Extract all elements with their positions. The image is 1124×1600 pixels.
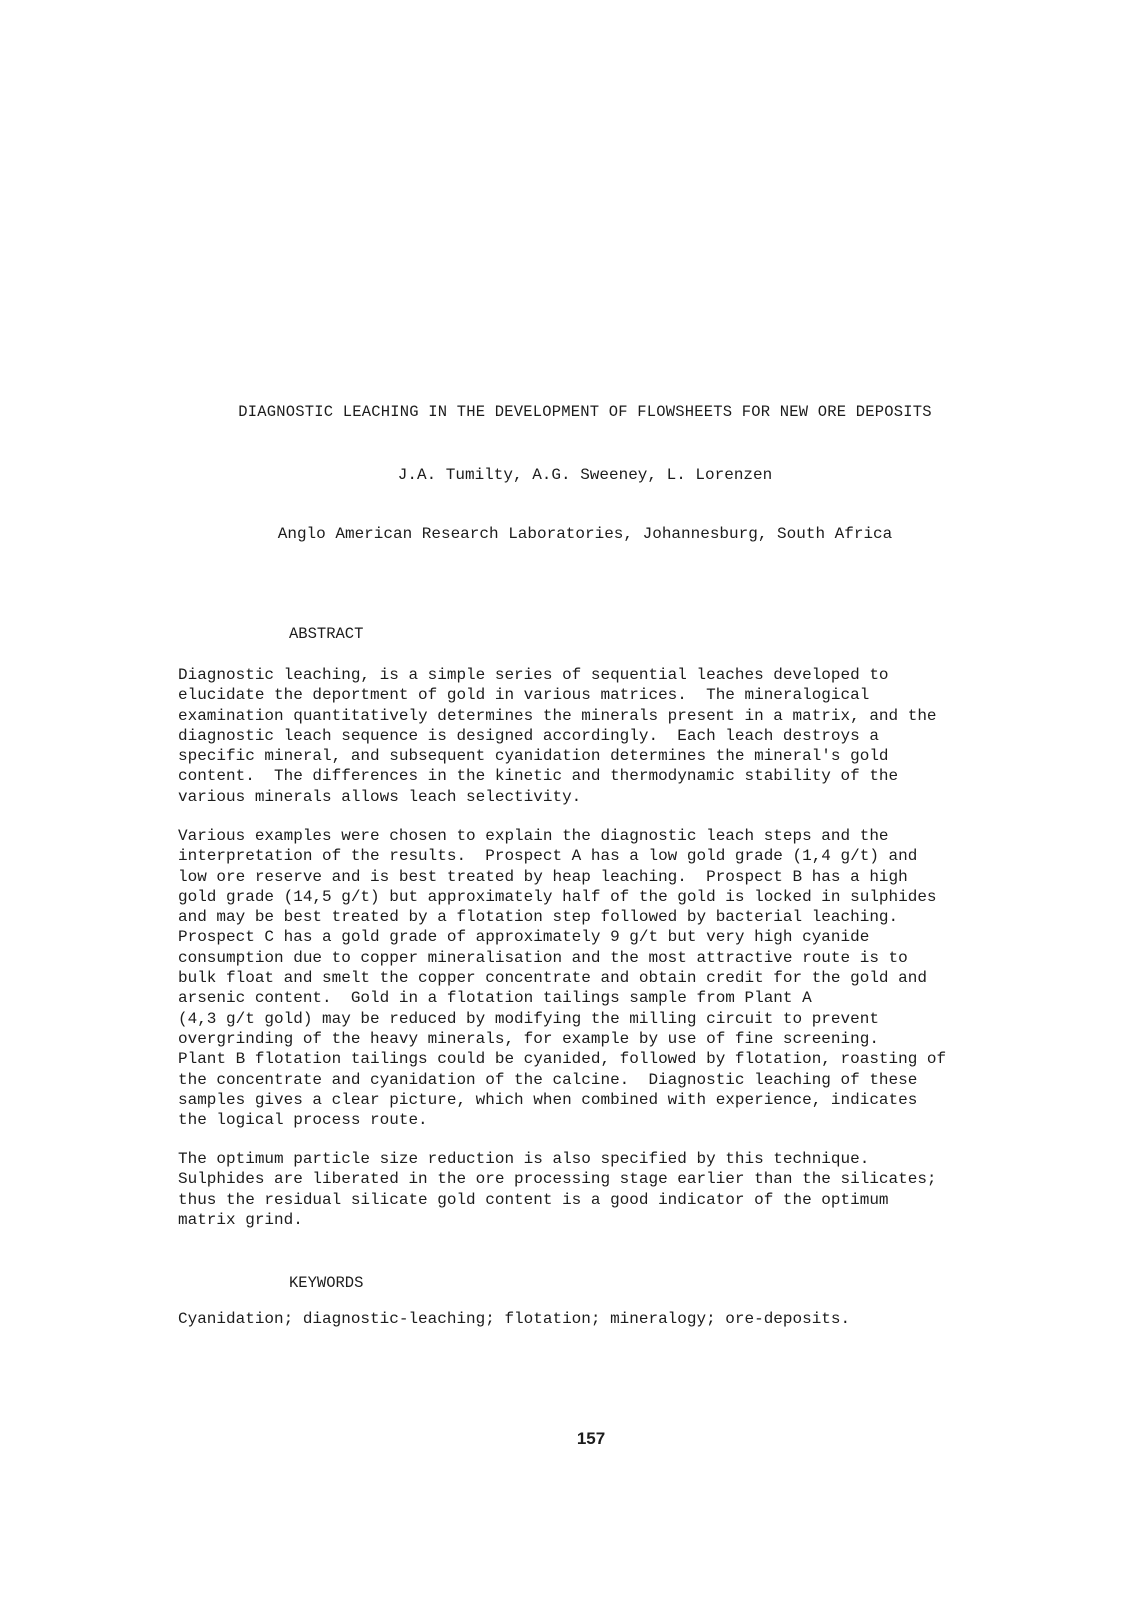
keywords-heading: KEYWORDS bbox=[289, 1274, 364, 1292]
text-line: samples gives a clear picture, which when combined with experience, indicates bbox=[178, 1090, 918, 1109]
text-line: Prospect C has a gold grade of approximately 9 g/t but very high cyanide bbox=[178, 928, 870, 947]
text-line: matrix grind. bbox=[178, 1210, 303, 1229]
text-line: bulk float and smelt the copper concentrate and obtain credit for the gold and bbox=[178, 969, 927, 988]
text-line: Plant B flotation tailings could be cyanided, followed by flotation, roasting of bbox=[178, 1050, 947, 1069]
text-line: diagnostic leach sequence is designed accordingly. Each leach destroys a bbox=[178, 726, 879, 745]
text-line: specific mineral, and subsequent cyanidation determines the mineral's gold bbox=[178, 747, 889, 766]
text-line: thus the residual silicate gold content is a good indicator of the optimum bbox=[178, 1190, 889, 1209]
text-line: arsenic content. Gold in a flotation tailings sample from Plant A bbox=[178, 989, 812, 1008]
text-line: and may be best treated by a flotation step followed by bacterial leaching. bbox=[178, 908, 899, 927]
abstract-paragraph-3 bbox=[178, 1149, 998, 1230]
abstract-heading: ABSTRACT bbox=[289, 625, 364, 643]
author-affiliation: Anglo American Research Laboratories, Johannesburg, South Africa bbox=[277, 525, 893, 543]
abstract-paragraph-1 bbox=[178, 665, 998, 807]
text-line: the concentrate and cyanidation of the calcine. Diagnostic leaching of these bbox=[178, 1070, 918, 1089]
text-line: (4,3 g/t gold) may be reduced by modifying the milling circuit to prevent bbox=[178, 1009, 879, 1028]
text-line: The optimum particle size reduction is also specified by this technique. bbox=[178, 1150, 870, 1168]
abstract-paragraph-2 bbox=[178, 826, 998, 1130]
text-line: various minerals allows leach selectivity. bbox=[178, 787, 582, 806]
text-line: content. The differences in the kinetic and thermodynamic stability of the bbox=[178, 767, 899, 786]
text-line: low ore reserve and is best treated by heap leaching. Prospect B has a high bbox=[178, 867, 908, 886]
text-line: overgrinding of the heavy minerals, for example by use of fine screening. bbox=[178, 1029, 879, 1048]
text-line: Sulphides are liberated in the ore processing stage earlier than the silicates; bbox=[178, 1170, 937, 1189]
author-list: J.A. Tumilty, A.G. Sweeney, L. Lorenzen bbox=[397, 466, 773, 484]
text-line: Various examples were chosen to explain the diagnostic leach steps and the bbox=[178, 827, 889, 845]
paper-title: DIAGNOSTIC LEACHING IN THE DEVELOPMENT OF FLOWSHEETS FOR NEW ORE DEPOSITS bbox=[238, 403, 932, 421]
text-line: consumption due to copper mineralisation and the most attractive route is to bbox=[178, 948, 908, 967]
keywords-list: Cyanidation; diagnostic-leaching; flotation; mineralogy; ore-deposits. bbox=[178, 1310, 851, 1328]
text-line: interpretation of the results. Prospect A has a low gold grade (1,4 g/t) and bbox=[178, 847, 918, 866]
text-line: Diagnostic leaching, is a simple series of sequential leaches developed to bbox=[178, 666, 889, 684]
page-number: 157 bbox=[576, 1429, 606, 1448]
text-line: gold grade (14,5 g/t) but approximately half of the gold is locked in sulphides bbox=[178, 887, 937, 906]
text-line: elucidate the deportment of gold in various matrices. The mineralogical bbox=[178, 686, 870, 705]
text-line: the logical process route. bbox=[178, 1111, 428, 1130]
text-line: examination quantitatively determines the minerals present in a matrix, and the bbox=[178, 706, 937, 725]
